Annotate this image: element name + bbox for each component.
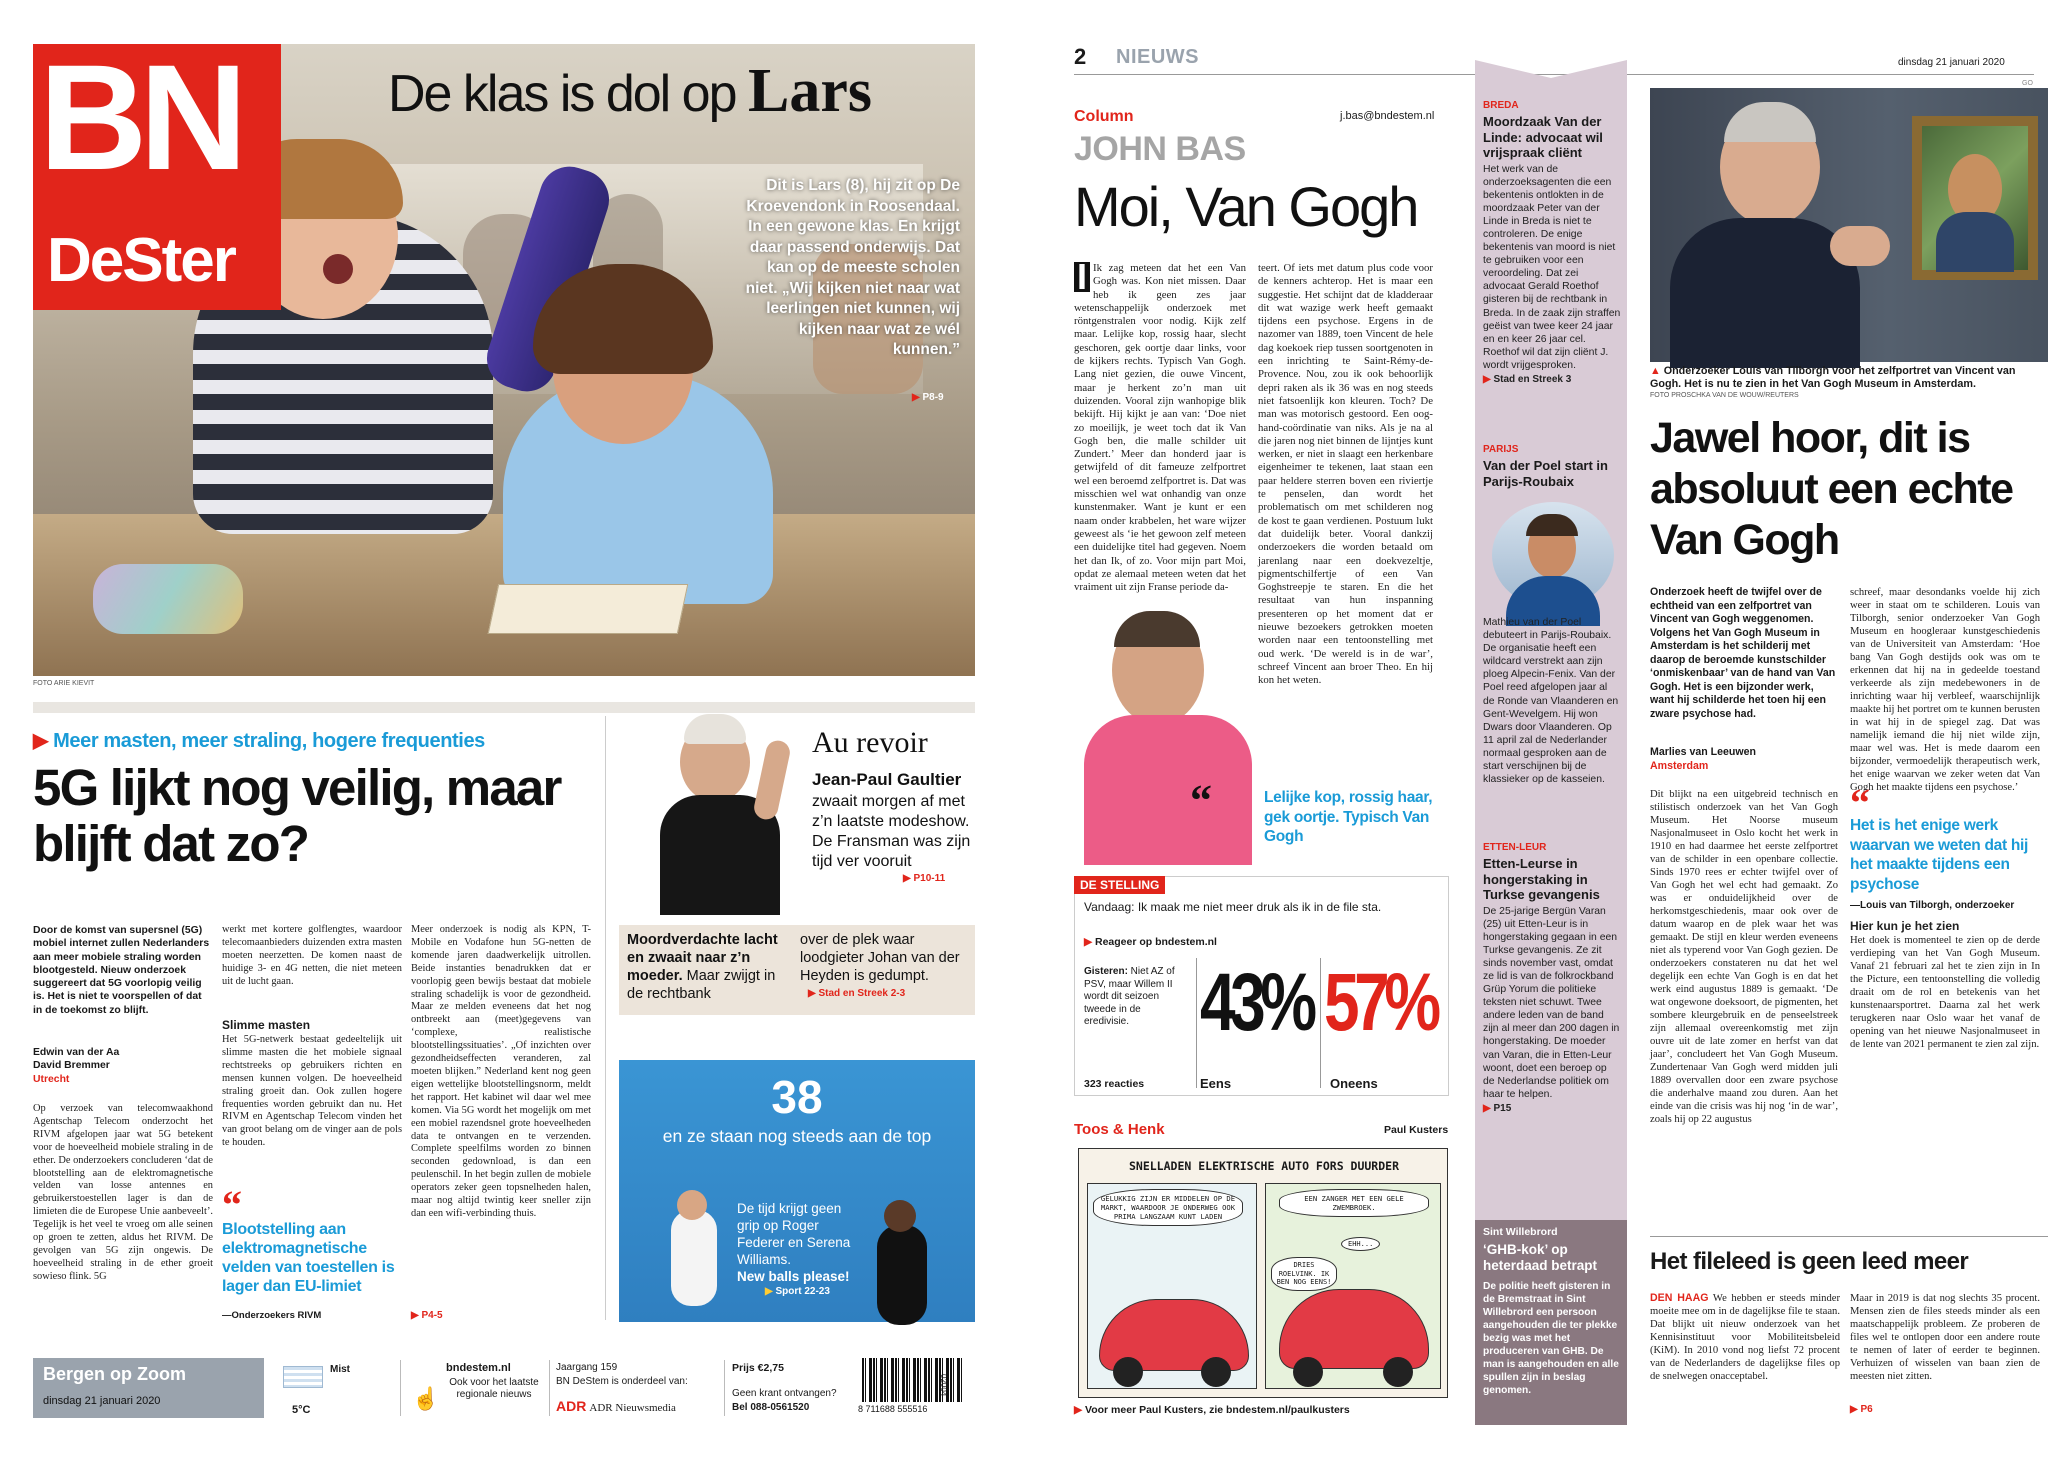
adr-logo: ADR ADR Nieuwsmedia bbox=[556, 1398, 676, 1414]
lead-headline[interactable] bbox=[388, 56, 872, 127]
stelling-yesterday: Gisteren: Niet AZ of PSV, maar Willem II wordt dit seizoen tweede in de eredivisie. bbox=[1084, 966, 1175, 1027]
comic-more[interactable]: ▶ Voor meer Paul Kusters, zie bndestem.nl/paulkusters bbox=[1074, 1404, 1350, 1416]
van-gogh-intro: Onderzoek heeft de twijfel over de echtheid van een zelfportret van Vincent van Gogh weggenomen. Volgens het Van Gogh Museum in Amsterdam is het schilderij met daarop de beroemde kunstschilder ‘onmiskenbaar’ van de hand van Van Gogh. Het is een bijzonder werk, want hij schilderde het toen hij een zware psychose had. bbox=[1650, 586, 1836, 720]
news-page bbox=[1040, 0, 2048, 1470]
van-gogh-credit: FOTO PROSCHKA VAN DE WOUW/REUTERS bbox=[1650, 392, 1799, 399]
quote-5g: Blootstelling aan elektromagnetische velden van toestellen is lager dan EU-limiet bbox=[222, 1221, 395, 1295]
stelling-question: Vandaag: Ik maak me niet meer druk als ik in de file sta. bbox=[1084, 900, 1382, 914]
van-gogh-body-col2a: schreef, maar desondanks voelde hij zich weer in staat om te schilderen. Louis van Tilborgh, senior onderzoeker Van Gogh Museum en hoogleraar kunstgeschiedenis van de Universiteit van Amsterdam: ‘Hoe bang Van Gogh destijds ook was om te erkennen dat hij na in gedeelde toestand verkeerde als zijn medebewoners in de inrichting waar hij verbleef, waarschijnlijk maakte hij het portret om te kunnen berusten in wat hij in de spiegel zag. Dat was namelijk iemand die hij niet wilde zijn, maar wel was. Het is mede daarom een bijzonder, vermoedelijk therapeutisch werk, het enige waarvan we zeker weten dat Van Gogh het maakte tijdens een psychose.’ bbox=[1850, 587, 2040, 793]
gaultier-text: zwaait morgen af met z’n laatste modeshow. De Fransman was zijn tijd ver vooruit bbox=[812, 793, 971, 870]
footer-price: Prijs €2,75 bbox=[732, 1362, 784, 1374]
hand-icon: ☝ bbox=[412, 1386, 440, 1411]
column-label: Column bbox=[1074, 108, 1134, 125]
logo-bn: BN bbox=[39, 33, 240, 201]
tennis-caption: De tijd krijgt geen grip op Roger Federer en Serena Williams. New balls please! bbox=[737, 1201, 851, 1284]
tennis-number: 38 bbox=[771, 1071, 823, 1123]
author-2: David Bremmer bbox=[33, 1060, 110, 1072]
van-gogh-headline[interactable]: Jawel hoor, dit is absoluut een echte Van Gogh bbox=[1650, 414, 2013, 564]
van-gogh-quote-source: —Louis van Tilborgh, onderzoeker bbox=[1850, 900, 2015, 911]
sidebar-body: De 25-jarige Bergün Varan (25) uit Etten-Leur is in hongerstaking gegaan in een Turkse gevangenis. Ze zit sinds november vast, omdat ze lid is van de folkrockband Grüp Yorum die politieke teksten niet schuwt. Twee andere leden van de band zijn al meer dan 200 dagen in hongerstaking. De moeder van Varan, die in Etten-Leur woont, doet een beroep op de Nederlandse politiek om haar te helpen. bbox=[1483, 905, 1620, 1100]
byline-5g bbox=[33, 1046, 213, 1086]
sidebar-ref: ▶ Stad en Streek 3 bbox=[1483, 374, 1572, 385]
column-pullquote: Lelijke kop, rossig haar, gek oortje. Typisch Van Gogh bbox=[1264, 789, 1433, 845]
stelling-yes-label: Eens bbox=[1200, 1076, 1232, 1091]
van-gogh-painting bbox=[1912, 116, 2038, 280]
body-5g-col2a: werkt met kortere golflengtes, waardoor telecomaanbieders duizenden extra masten moeten neerzetten. De komen naast de huidige 3- en 4G netten, die niet meteen uit de lucht gaan. bbox=[222, 924, 402, 987]
footer-site-text: Ook voor het laatste regionale nieuws bbox=[449, 1377, 539, 1400]
comic-balloon-1: GELUKKIG ZIJN ER MIDDELEN OP DE MARKT, WAARDOOR JE ONDERWEG OOK PRIMA LANGZAAM KUNT LADEN bbox=[1093, 1189, 1243, 1226]
van-gogh-author: Marlies van Leeuwen bbox=[1650, 746, 1756, 758]
comic-label: Toos & Henk bbox=[1074, 1121, 1165, 1138]
fileleed-body-col2: Maar in 2019 is dat nog slechts 35 procent. Mensen zien de files steeds minder als een maatschappelijk probleem. Ze proberen de files wel te ontlopen door een andere route te nemen of later of eerder te beginnen. Verhuizen of wisselen van baan zien de meesten niet zitten. bbox=[1850, 1293, 2040, 1382]
sidebar-ref: ▶ P15 bbox=[1483, 1102, 1512, 1114]
front-page bbox=[0, 0, 1000, 1470]
fileleed-headline[interactable]: Het fileleed is geen leed meer bbox=[1650, 1248, 1969, 1275]
column-email[interactable]: j.bas@bndestem.nl bbox=[1340, 110, 1435, 122]
column-quote-mark: “ bbox=[1190, 776, 1212, 825]
lead-photo-caption: Dit is Lars (8), hij zit op De Kroevendonk in Roosendaal. In een gewone klas. En krijgt daar passend onderwijs. Dat kan op de meeste scholen niet. „Wij kijken niet naar wat leerlingen niet kunnen, wij kijken naar wat ze wél kunnen.” bbox=[745, 177, 960, 358]
section-title: NIEUWS bbox=[1116, 46, 1199, 68]
stelling-react[interactable]: ▶ Reageer op bndestem.nl bbox=[1084, 936, 1217, 948]
sidebar-head: Etten-Leurse in hongerstaking in Turkse gevangenis bbox=[1483, 856, 1600, 902]
au-revoir-kicker: Au revoir bbox=[812, 726, 928, 759]
van-gogh-quote: Het is het enige werk waarvan we weten dat hij het maakte tijdens een psychose bbox=[1850, 817, 2028, 893]
fileleed-body-col1: DEN HAAG We hebben er steeds minder moeite mee om in de dagelijkse file te staan. Dat blijkt uit nieuw onderzoek van het Kennisinstituut voor Mobiliteitsbeleid (KiM). In 2010 vond nog liefst 72 procent van de Nederlanders de dagelijkse files op de snelwegen onacceptabel. bbox=[1650, 1292, 1840, 1382]
columnist-photo bbox=[1084, 605, 1269, 865]
body-5g-col2b: Het 5G-netwerk bestaat gedeeltelijk uit slimme masten die het mobiele signaal rechtstreeks op gebruikers richten en mensen kunnen volgen. De hoeveelheid straling groeit dan. Ook zullen hogere frequenties worden gebruikt dan nu. Het RIVM en Agentschap Telecom vinden het van groot belang om de vinger aan de pols te houden. bbox=[222, 1034, 402, 1149]
quote-mark-5g: “ bbox=[222, 1182, 242, 1227]
gaultier-photo bbox=[640, 700, 800, 910]
lead-headline-text: De klas is dol op bbox=[388, 65, 748, 123]
barcode-code: 02004 bbox=[939, 1374, 948, 1397]
sidebar-item-parijs[interactable] bbox=[1483, 444, 1621, 489]
subhead-slimme-masten: Slimme masten bbox=[222, 1018, 311, 1032]
sidebar-place: Sint Willebrord bbox=[1483, 1226, 1558, 1238]
body-5g-col1: Op verzoek van telecomwaakhond Agentschap Telecom onderzocht het RIVM afgelopen jaar wat 5G betekent voor de hoeveelheid mobiele straling in de ether. De onderzoekers concluderen ‘dat de blootstelling aan de elektromagnetische velden van losse antennes en gebruikerstoestellen lager is dan de limieten die de Europese Unie aanbeveelt’. Tegelijk is het veel te vroeg om alle seinen op groen te zetten, aldus het RIVM. De gevolgen van 5G zijn ongewis. De hoeveelheid straling in de ether groeit sowieso flink. 5G bbox=[33, 1103, 214, 1282]
stelling-no-pct: 57% bbox=[1324, 957, 1436, 1048]
weather-icon bbox=[283, 1366, 323, 1388]
sidebar-place: PARIJS bbox=[1483, 444, 1519, 455]
van-gogh-byline bbox=[1650, 746, 1756, 773]
gaultier-ref[interactable]: ▶ P10-11 bbox=[903, 873, 946, 884]
sidebar-head: Van der Poel start in Parijs-Roubaix bbox=[1483, 458, 1608, 489]
van-gogh-photo bbox=[1650, 88, 2048, 362]
go-label: GO bbox=[2022, 80, 2033, 87]
sidebar-item-sint-willebrord[interactable] bbox=[1475, 1220, 1627, 1425]
van-gogh-body-col2b: Hier kun je het zien Het doek is momenteel te zien op de derde verdieping van het Van Gogh Museum. Vanaf 21 februari zal het te zien zijn in In the Picture, een tentoonstelling die volledig draait om de rol en betekenis van het kunstenaarsportret. Daarna zal het werk terugkeren naar Oslo waar het vanaf de opening van het nieuwe Nasjonalmuseet in de lente van 2021 permanent te zien zal zijn. bbox=[1850, 919, 2040, 1050]
footer-phone: Bel 088-0561520 bbox=[732, 1402, 810, 1413]
fileleed-ref[interactable]: ▶ P6 bbox=[1850, 1404, 1873, 1415]
van-gogh-dateline: Amsterdam bbox=[1650, 759, 1709, 772]
lead-headline-name: Lars bbox=[747, 57, 872, 125]
ref-5g[interactable]: ▶ P4-5 bbox=[411, 1310, 443, 1321]
tennis-ref[interactable]: ▶ Sport 22-23 bbox=[765, 1286, 830, 1297]
van-gogh-subhead: Hier kun je het zien bbox=[1850, 919, 1960, 933]
van-gogh-body-col1: Dit blijkt na een uitgebreid technisch en stilistisch onderzoek van het Van Gogh Museum. Het Noorse museum Nasjonalmuseet in Oslo kocht het werk in 1910 en had daarmee het eerste zelfportret van de schilder in een openbare collectie. Sinds 1970 rees er echter twijfel over of Van Gogh het wel echt had gemaakt. Zo was er onduidelijkheid over de herkomstgeschiedenis, maar ook over de datum waarop en de plek waar het was gemaakt. De stijl en kleur werden eveneens niet als typerend voor Van Gogh gezien. De onderzoekers constateren nu dat het wel degelijk een echte Van Gogh is en dat het werk eind augustus 1889 is gemaakt. ‘De wat ongewone doeksoort, de pigmenten, het sombere kleurgebruik en de penseelstreek zijn allemaal overeenkomstig met zijn ouvre uit de late zomer en herfst van dat jaar’, concludeert het Van Gogh Museum. Zundertenaar Van Gogh werd midden juli 1889 overvallen door een zware psychose die anderhalve maand zou duren. Aan het einde van die crisis was hij nog ‘in de war’, zoals hij op 22 augustus bbox=[1650, 789, 1838, 1125]
federer-figure bbox=[671, 1210, 717, 1306]
kicker-5g: ▶ Meer masten, meer straling, hogere frequenties bbox=[33, 730, 485, 752]
author-1: Edwin van der Aa bbox=[33, 1047, 120, 1058]
comic-title: SNELLADEN ELEKTRISCHE AUTO FORS DUURDER bbox=[1128, 1159, 1400, 1173]
stelling-reactions: 323 reacties bbox=[1084, 1078, 1145, 1090]
logo-destem: DeSter bbox=[47, 226, 235, 295]
lead-photo-ref[interactable]: ▶ P8-9 bbox=[912, 392, 944, 403]
column-title[interactable]: Moi, Van Gogh bbox=[1074, 175, 1418, 238]
column-body-col2: teert. Of iets met datum plus code voor de kenners achterop. Het is maar een suggestie. Het schijnt dat de kladderaar dit wat wazige werk heeft gemaakt tijdens een psychose. Ergens in de nazomer van 1889, toen Vincent de hele dag koekoek riep tussen soortgenoten in een inrichting te Saint-Rémy-de-Provence. Nou, zou ik ook behoorlijk depri raken als ik 36 was en nog steeds niet fatsoenlijk kon kleuren. Toch? De man was motorisch gestoord. Een oog-hand-coördinatie van niks. Als je na al die jaren nog niet binnen de lijntjes kunt werken, er niet in slaagt een herkenbare eigenheimer te tekenen, laat staan een paar heldere sterren boven een riviertje te penselen, dan wordt het problematisch om met schilderen nog de kost te gaan verdienen. Postuum lukt dat duidelijk beter. Vooral dankzij onderzoekers die worden betaald om jarenlang naar een doekvezeltje, pigmentschilfertje of een Van Goghstreepje te staren. En die het resultaat van hun inspanning presenteren op het moment dat er nieuwe bezoekers getrokken moeten worden naar een tentoonstelling met oud werk. ‘De wereld is in de war’, schreef Vincent aan broer Theo. En hij kon het weten. bbox=[1258, 262, 1433, 687]
van-gogh-quote-mark: “ bbox=[1850, 780, 1870, 825]
footer-publisher: BN DeStem is onderdeel van: bbox=[556, 1376, 688, 1387]
comic-balloon-4: DRIES ROELVINK. IK BEN NOG EENS! bbox=[1271, 1257, 1337, 1291]
footer-site[interactable]: bndestem.nl bbox=[446, 1362, 511, 1374]
tennis-line: en ze staan nog steeds aan de top bbox=[662, 1126, 932, 1146]
footer-no-paper: Geen krant ontvangen? bbox=[732, 1388, 837, 1399]
footer-date: dinsdag 21 januari 2020 bbox=[43, 1395, 161, 1407]
comic-balloon-3: EHH... bbox=[1341, 1237, 1380, 1251]
sidebar-item-etten-leur[interactable] bbox=[1483, 842, 1621, 1114]
stelling-no-label: Oneens bbox=[1330, 1076, 1378, 1091]
masthead-logo[interactable] bbox=[33, 33, 281, 310]
weather-temp: 5°C bbox=[292, 1404, 311, 1416]
quote-5g-source: —Onderzoekers RIVM bbox=[222, 1310, 322, 1321]
barcode-number: 8 711688 555516 bbox=[858, 1404, 928, 1414]
sidebar-item-breda[interactable] bbox=[1483, 100, 1621, 385]
page2-date: dinsdag 21 januari 2020 bbox=[1898, 57, 2005, 68]
sidebar-body: Het werk van de onderzoeksagenten die een bekentenis ontlokten in de moordzaak Peter van der Linde in Breda is niet te controleren. De enige bekentenis van moord is niet te gebruiken voor een veroordeling. Dat zei advocaat Gerald Roethof gisteren bij de rechtbank in Breda. In de zaak zijn straffen geëist van twee keer 24 jaar en en keer 26 jaar cel. Roethof wil dat zijn cliënt J. wordt vrijgesproken. bbox=[1483, 163, 1621, 371]
footer-region: Bergen op Zoom bbox=[43, 1364, 186, 1384]
stelling-label: DE STELLING bbox=[1074, 876, 1165, 894]
tennis-teaser[interactable] bbox=[619, 1060, 975, 1322]
murder-ref[interactable]: ▶ Stad en Streek 2-3 bbox=[808, 988, 906, 999]
stelling-yes-pct: 43% bbox=[1200, 957, 1312, 1048]
comic-artist: Paul Kusters bbox=[1384, 1124, 1449, 1136]
photo-credit: FOTO ARIE KIEVIT bbox=[33, 680, 95, 687]
serena-figure bbox=[877, 1225, 927, 1325]
sidebar-body: De politie heeft gisteren in de Bremstraat in Sint Willebrord een persoon aangehouden die ter plekke bezig was met het produceren van GHB. De man is aangehouden en alle spullen zijn in beslag genomen. bbox=[1483, 1281, 1619, 1396]
sidebar-head: ‘GHB-kok’ op heterdaad betrapt bbox=[1483, 1242, 1598, 1273]
murder-teaser-left: Moordverdachte lacht en zwaait naar z’n moeder. Maar zwijgt in de rechtbank bbox=[627, 932, 778, 1002]
sidebar-place: ETTEN-LEUR bbox=[1483, 842, 1547, 853]
headline-5g[interactable]: 5G lijkt nog veilig, maar blijft dat zo? bbox=[33, 759, 561, 872]
column-author: JOHN BAS bbox=[1074, 130, 1246, 168]
murder-teaser-right: over de plek waar loodgieter Johan van der Heyden is gedumpt. bbox=[800, 932, 960, 984]
dateline-5g: Utrecht bbox=[33, 1073, 70, 1085]
column-body-col1: I Ik zag meteen dat het een Van Gogh was. Kon niet missen. Daar heb ik geen zes jaar wetenschappelijk onderzoek met röntgenstralen voor nodig. Kijk zelf maar. Lelijke kop, rossig haar, slecht geschoren, gek oortje daar links, voor de kijkers rechts. Typisch Van Gogh. Lang niet gezien, die ouwe Vincent, maar je herkent zo’n man uit duizenden. Vooral zijn wanhopige blik bekijft. Hij kijkt je aan van: ‘Doe niet zo moeilijk, je weet toch dat ik Van Gogh ben, die malle schilder uit Zundert.’ Meer dan honderd jaar is getwijfeld of dit fameuze zelfportret wel een beroemd zelfportret is. Dat was misschien wel wat onhandig van onze kunstenmaker. Want je kunt er een naam onder krabbelen, het ware wijzer geweest als ‘ie het gewoon zelf meteen een duidelijke titel had gegeven. Noem het dan Ik, of zo. Voor mijn part Moi, opdat ze alemaal meteen weten dat het vraiment uit zijn Franse periode da- bbox=[1074, 256, 1246, 594]
body-5g-col3: Meer onderzoek is nodig als KPN, T-Mobile en Vodafone hun 5G-netten de komende jaren daadwerkelijk uitrollen. Beide instanties benadrukken dat er voorlopig geen bewijs bestaat dat mobiele straling schadelijk is voor de gezondheid. Maar ze melden eveneens dat het nog ontbreekt aan (meet)gegevens van ‘complexe, realistische blootstellingssituaties’. „Of inzichten over gezondheidseffecten veranderen, zal moeten blijken.” Nederland kent nog geen eigen wettelijke blootstellingsnorm, meldt het rapport. Het kabinet wil daar wel mee komen. Via 5G wordt het mogelijk om met een mobiel razendsnel grote hoeveelheden data te ontvangen en te verzenden. Complete speelfilms worden zo binnen seconden gedownload, is dan een peulenschil. In het begin zullen de mobiele operators zeker geen topsnelheden halen, maar nog altijd twintig keer sneller zijn dan een wifi-verbinding thuis. bbox=[411, 924, 591, 1219]
comic-strip bbox=[1078, 1148, 1448, 1398]
sidebar-body-parijs: Mathieu van der Poel debuteert in Parijs-Roubaix. De organisatie heeft een wildcard verstrekt aan zijn ploeg Alpecin-Fenix. Van der Poel reed afgelopen jaar al de Ronde van Vlaanderen en Gent-Wevelgem. Hij won Dwars door Vlaanderen. Op 11 april zal de Nederlander normaal gesproken aan de start verschijnen bij de klassieker op de kasseien. bbox=[1483, 617, 1619, 786]
van-der-poel-photo bbox=[1492, 502, 1614, 608]
weather-text: Mist bbox=[330, 1364, 350, 1375]
footer-volume: Jaargang 159 bbox=[556, 1362, 618, 1373]
gaultier-name[interactable]: Jean-Paul Gaultier bbox=[812, 770, 962, 789]
comic-balloon-2: EEN ZANGER MET EEN GELE ZWEMBROEK. bbox=[1279, 1189, 1429, 1217]
van-gogh-caption: ▲ Onderzoeker Louis van Tilborgh voor het zelfportret van Vincent van Gogh. Het is nu te zien in het Van Gogh Museum in Amsterdam. bbox=[1650, 365, 2016, 390]
sidebar-place: BREDA bbox=[1483, 100, 1519, 111]
page-number: 2 bbox=[1074, 44, 1087, 69]
intro-5g: Door de komst van supersnel (5G) mobiel internet zullen Nederlanders aan meer mobiele straling worden blootgesteld. Nieuw onderzoek suggereert dat 5G voorlopig veilig is. Het is niet te voorspellen of dat in de toekomst zo blijft. bbox=[33, 925, 210, 1016]
sidebar-head: Moordzaak Van der Linde: advocaat wil vrijspraak cliënt bbox=[1483, 114, 1603, 160]
